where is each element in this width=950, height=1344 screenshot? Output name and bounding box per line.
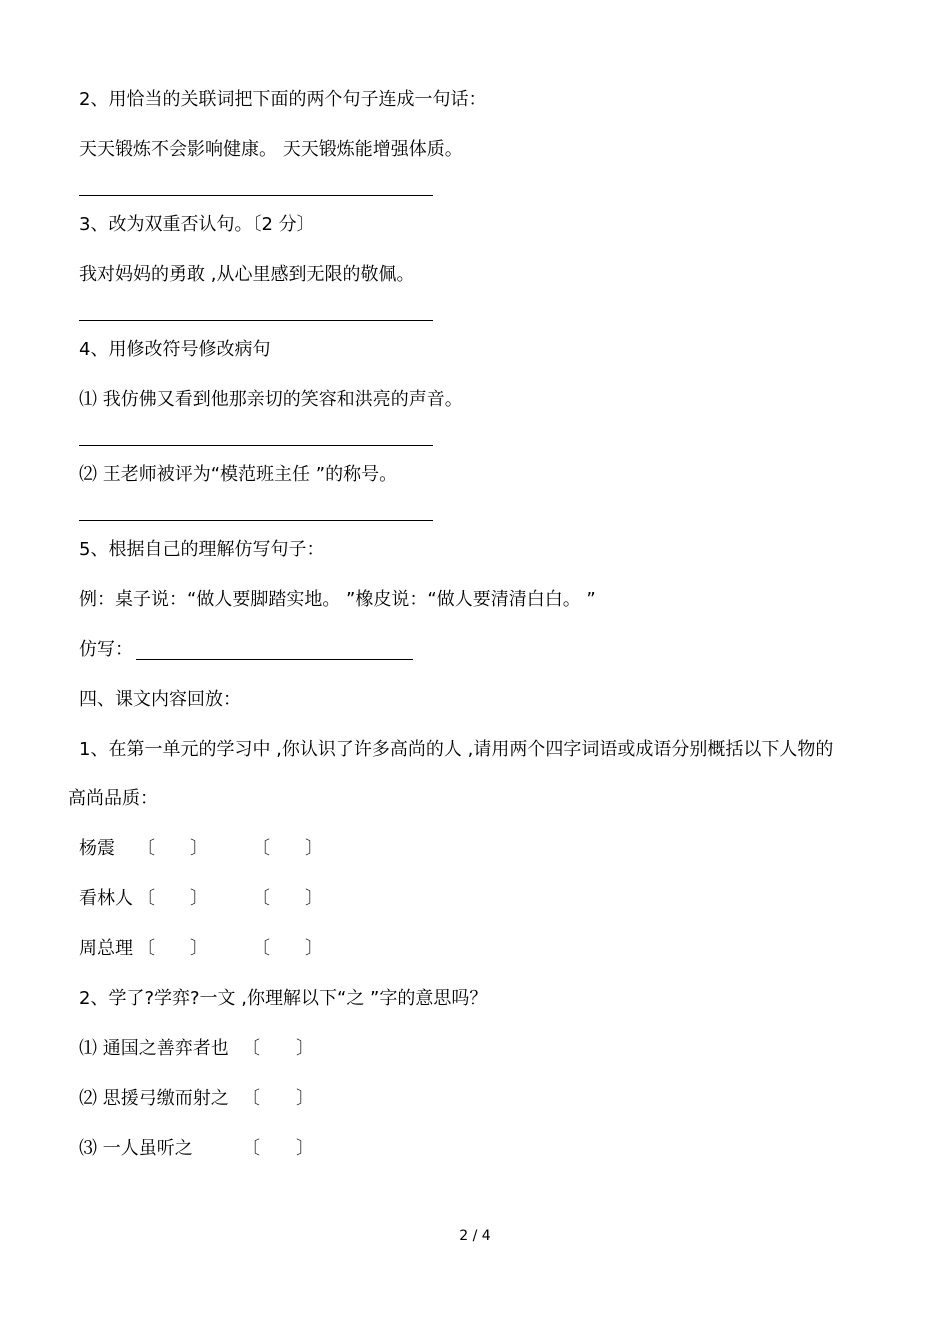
person-name: 看林人: [79, 888, 133, 909]
bracket-open: 〔: [137, 938, 155, 959]
bracket-open: 〔: [137, 838, 155, 859]
zhi-item-text: ⑴ 通国之善弈者也: [79, 1038, 229, 1059]
q2-sentence: 天天锻炼不会影响健康。 天天锻炼能增强体质。: [79, 139, 463, 160]
bracket-open: 〔: [252, 888, 270, 909]
q4-item-1: ⑴ 我仿佛又看到他那亲切的笑容和洪亮的声音。: [79, 389, 463, 410]
bracket-close: 〕: [296, 1088, 314, 1109]
answer-line-q4-2: [79, 520, 433, 521]
bracket-open: 〔: [252, 938, 270, 959]
bracket-close: 〕: [190, 838, 208, 859]
bracket-close: 〕: [305, 888, 323, 909]
s4q1-line-2: 高尚品质：: [68, 788, 158, 809]
q2-instruction: 2、用恰当的关联词把下面的两个句子连成一句话：: [79, 89, 487, 110]
s4q2-instruction: 2、学了?学弈?一文 ,你理解以下“之 ”字的意思吗？: [79, 988, 488, 1009]
bracket-close: 〕: [296, 1138, 314, 1159]
answer-line-q3: [79, 320, 433, 321]
q4-item-2: ⑵ 王老师被评为“模范班主任 ”的称号。: [79, 464, 398, 485]
bracket-open: 〔: [252, 838, 270, 859]
answer-line-q4-1: [79, 445, 433, 446]
bracket-close: 〕: [190, 888, 208, 909]
q5-instruction: 5、根据自己的理解仿写句子：: [79, 539, 325, 560]
bracket-open: 〔: [137, 888, 155, 909]
bracket-close: 〕: [190, 938, 208, 959]
q3-instruction: 3、改为双重否认句。〔2 分〕: [79, 214, 315, 235]
answer-line-q2: [79, 195, 433, 196]
zhi-item-text: ⑵ 思援弓缴而射之: [79, 1088, 229, 1109]
bracket-open: 〔: [242, 1038, 260, 1059]
bracket-close: 〕: [296, 1038, 314, 1059]
zhi-item-text: ⑶ 一人虽听之: [79, 1138, 193, 1159]
page-number: 2 / 4: [459, 1228, 491, 1244]
person-name: 杨震: [79, 838, 115, 859]
person-name: 周总理: [79, 938, 133, 959]
answer-line-q5: [136, 659, 413, 660]
section4-heading: 四、课文内容回放：: [79, 689, 241, 710]
q5-imitate-label: 仿写：: [79, 639, 133, 660]
s4q1-line-1: 1、在第一单元的学习中 ,你认识了许多高尚的人 ,请用两个四字词语或成语分别概括以下人物的: [79, 739, 834, 760]
q3-sentence: 我对妈妈的勇敢 ,从心里感到无限的敬佩。: [79, 264, 415, 285]
q5-example: 例：桌子说：“做人要脚踏实地。 ”橡皮说：“做人要清清白白。 ”: [79, 589, 596, 610]
bracket-close: 〕: [305, 938, 323, 959]
q4-instruction: 4、用修改符号修改病句: [79, 339, 271, 360]
bracket-open: 〔: [242, 1138, 260, 1159]
bracket-close: 〕: [305, 838, 323, 859]
bracket-open: 〔: [242, 1088, 260, 1109]
